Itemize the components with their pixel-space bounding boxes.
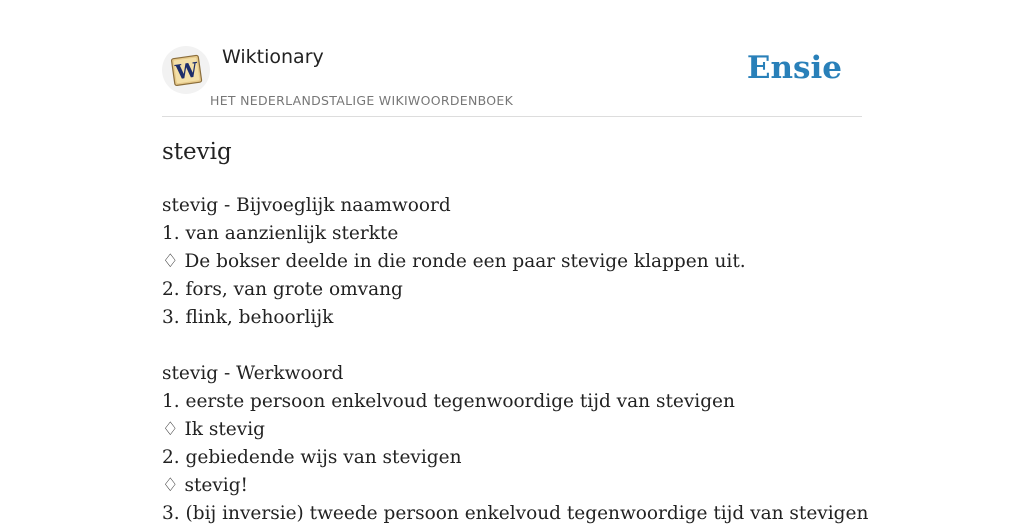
section-heading-adjective: stevig - Bijvoeglijk naamwoord [162, 195, 451, 216]
definition-line: 1. van aanzienlijk sterkte [162, 223, 399, 244]
section-heading-verb: stevig - Werkwoord [162, 363, 344, 384]
definition-content [162, 192, 869, 528]
section-spacer [162, 332, 862, 360]
definition-line: 2. gebiedende wijs van stevigen [162, 447, 462, 468]
site-header [162, 46, 862, 117]
definition-line: 3. flink, behoorlijk [162, 307, 334, 328]
definition-line: 3. (bij inversie) tweede persoon enkelvoud tegenwoordige tijd van stevigen [162, 503, 869, 524]
definition-line: 1. eerste persoon enkelvoud tegenwoordige tijd van stevigen [162, 391, 735, 412]
ensie-brand-link[interactable]: Ensie [746, 50, 842, 86]
site-name[interactable]: Wiktionary [222, 46, 324, 68]
site-tagline: HET NEDERLANDSTALIGE WIKIWOORDENBOEK [210, 93, 514, 108]
wiktionary-logo-icon[interactable] [162, 46, 210, 94]
page-title: stevig [162, 139, 232, 165]
example-line: ♢ Ik stevig [162, 419, 265, 440]
definition-line: 2. fors, van grote omvang [162, 279, 403, 300]
example-line: ♢ stevig! [162, 475, 248, 496]
example-line: ♢ De bokser deelde in die ronde een paar stevige klappen uit. [162, 251, 746, 272]
svg-text:W: W [173, 57, 200, 85]
